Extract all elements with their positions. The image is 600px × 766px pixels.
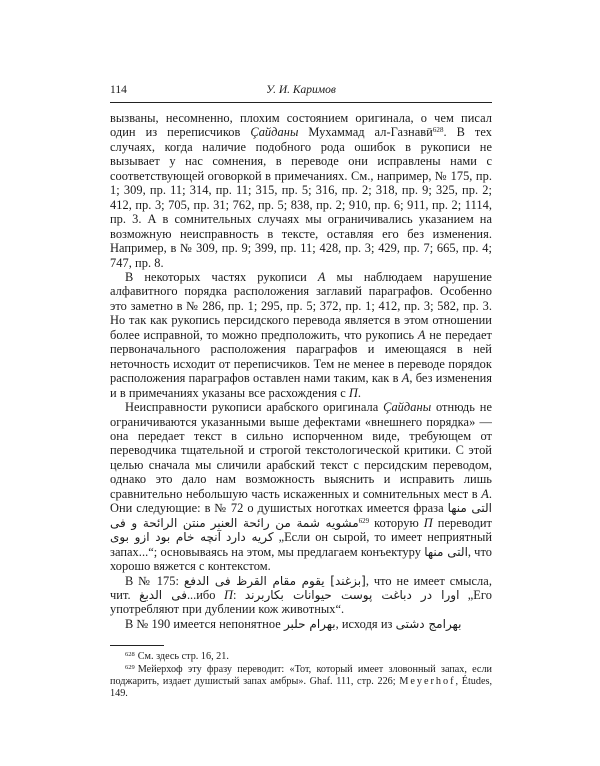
footnote-ref-628[interactable]: 628 [432,126,444,135]
footnote-ref-629[interactable]: 629 [358,516,370,525]
persian-quote: اورا در دباغت پوست حيوانات بكاربرند [244,587,460,602]
arabic-quote: [بزغند] يقوم مقام القرظ فى الدفع [183,573,366,588]
header-rule [110,102,492,103]
arabic-term: بهرام حلبر [283,616,336,631]
paragraph-2: В некоторых частях рукописи А мы наблюдаем нарушение алфавитного порядка расположения заглавий параграфов. Особенно это заметно в № 286, пр. 1; 295, пр. 5; 372, пр. 1; 412, пр. 3; 582, пр. 3. Но так как рукопись персидского перевода является в этом отношении более исправной, то можно предположить, что рукопись А не передает первоначального расположения параграфов и имеющаяся в ней неточность исходит от переписчиков. Тем не менее в переводе порядок расположения параграфов оставлен нами таким, как в А, без изменения и в примечаниях указаны все расхождения с П. [110,269,493,400]
footnote-rule [110,645,164,646]
persian-quote: آنچه خام بود ازو بوی [110,530,221,545]
arabic-quote: التى منها منتن الرائحة و فى [110,501,492,530]
footnote-628: $^{628}$ См. здесь стр. 16, 21. [125,651,229,663]
running-title: У. И. Каримов [266,84,336,96]
persian-quote: كريه دارد [225,530,274,545]
book-page [110,84,492,700]
footnote-629: $^{629}$ Мейерхоф эту фразу переводит: «Тот, который имеет зловонный запах, если поджарить, издает душистый запах амбры». Ghaf. 111, стр. 226; Meyerhof, Études, 149. [110,663,493,699]
paragraph-5: В № 190 имеется непонятное بهرام حلبر, исходя из بهرامج دشتى [125,616,462,631]
paragraph-1: вызваны, несомненно, плохим состоянием оригинала, о чем писал один из переписчиков Çайданы Мухаммад ал-Газнавӣ$^{628}$. В тех случаях, когда наличие подобного рода ошибок в рукописи не вызывает у нас сомнения, в переводе они исправлены нами с соответствующей оговоркой в примечаниях. См., например, № 175, пр. 1; 309, пр. 11; 314, пр. 11; 315, пр. 5; 316, пр. 2; 318, пр. 9; 325, пр. 2; 412, пр. 3; 705, пр. 31; 762, пр. 5; 838, пр. 2; 910, пр. 6; 911, пр. 2; 1114, пр. 3. А в сомнительных случаях мы ограничивались указанием на возможную неисправность в тексте, оставляя его без изменения. Например, в № 309, пр. 9; 399, пр. 11; 428, пр. 3; 429, пр. 7; 665, пр. 4; 747, пр. 8. [110,111,492,270]
footnotes [110,651,492,700]
arabic-correction: فى الدبغ [139,587,187,602]
body-text [110,111,492,631]
running-header [110,84,492,100]
page-number: 114 [110,84,127,96]
arabic-quote: مشويه شمة من رائحة العنبر [210,515,359,530]
paragraph-4: В № 175: [بزغند] يقوم مقام القرظ فى الدفع, что не имеет смысла, чит. فى الدبغ...ибо П: اورا در دباغت پوست حيوانات بكاربرند „Его употребляют при дублении кож животных“. [110,573,492,617]
paragraph-3: Неисправности рукописи арабского оригинала Çайданы отнюдь не ограничиваются указанными выше дефектами «внешнего порядка» — она передает текст в сильно испорченном виде, требующем от переводчика тщательной и строгой текстологической критики. С этой целью сначала мы сличили арабский текст с персидским переводом, однако это дало нам возможность выяснить и исправить лишь сравнительно небольшую часть искаженных и сомнительных мест в А. Они следующие: в № 72 о душистых ноготках имеется фраза التى منها منتن الرائحة و فى مشويه شمة من رائحة العنبر$^{629}$ которую П переводит آنچه خام بود ازو بوی كريه دارد „Если он сырой, то имеет неприятный запах...“; основываясь на этом, мы предлагаем конъектуру التى منها, что хорошо вяжется с контекстом. [110,400,492,574]
arabic-term: بهرامج دشتى [395,616,462,631]
arabic-conjecture: التى منها [424,544,468,559]
